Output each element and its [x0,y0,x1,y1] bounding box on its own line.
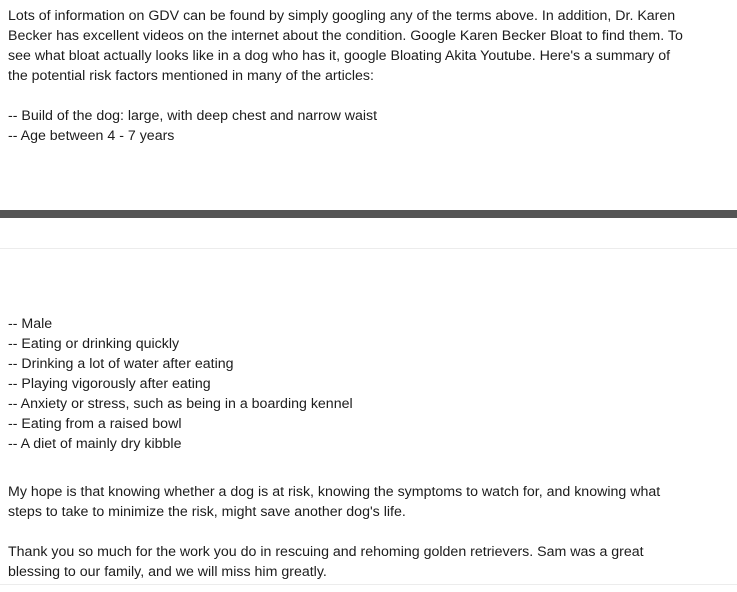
list-item: -- Eating or drinking quickly [8,336,180,352]
hope-paragraph [8,482,660,522]
scan-artifact-line [0,584,737,585]
risk-factor-list-bottom [8,314,353,454]
scan-artifact-line [0,248,737,249]
intro-line: the potential risk factors mentioned in many of the articles: [8,68,374,84]
intro-paragraph [8,6,683,86]
list-item: -- Playing vigorously after eating [8,376,211,392]
list-item: -- Male [8,316,53,332]
hope-line: My hope is that knowing whether a dog is at risk, knowing the symptoms to watch for, and knowing what [8,484,661,500]
risk-factor-list-top [8,106,377,146]
list-item: -- Drinking a lot of water after eating [8,356,234,372]
list-item: -- Anxiety or stress, such as being in a boarding kennel [8,396,353,412]
page-divider [0,210,737,218]
intro-line: see what bloat actually looks like in a dog who has it, google Bloating Akita Youtube. Here's a summary of [8,48,671,64]
list-item: -- Build of the dog: large, with deep chest and narrow waist [8,108,378,124]
list-item: -- A diet of mainly dry kibble [8,436,182,452]
hope-line: steps to take to minimize the risk, might save another dog's life. [8,504,406,520]
thanks-line: Thank you so much for the work you do in rescuing and rehoming golden retrievers. Sam was a great [8,544,644,560]
list-item: -- Age between 4 - 7 years [8,128,175,144]
intro-line: Becker has excellent videos on the internet about the condition. Google Karen Becker Bloat to find them. To [8,28,683,44]
thanks-paragraph [8,542,644,582]
intro-line: Lots of information on GDV can be found by simply googling any of the terms above. In addition, Dr. Karen [8,8,676,24]
list-item: -- Eating from a raised bowl [8,416,182,432]
thanks-line: blessing to our family, and we will miss him greatly. [8,564,327,580]
